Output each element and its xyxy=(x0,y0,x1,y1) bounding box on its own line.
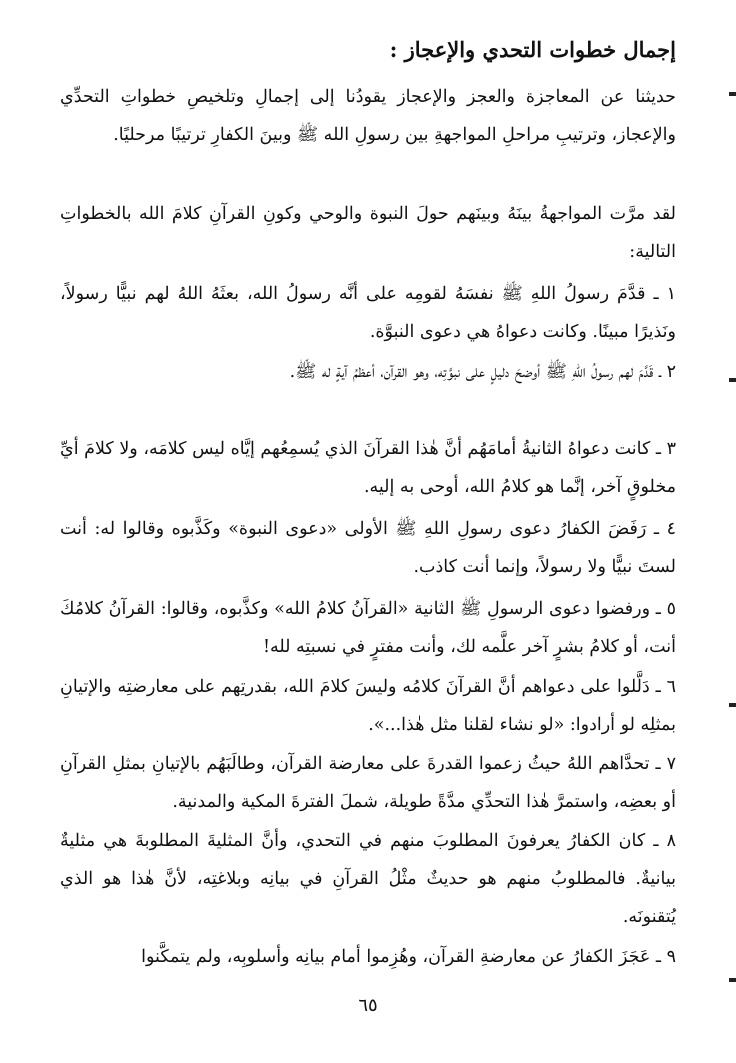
scan-edge-mark xyxy=(729,978,736,982)
scan-edge-mark xyxy=(729,378,736,382)
scan-edge-mark xyxy=(729,703,736,707)
paragraph-step-2: ٢ ـ قَدَّمَ لهم رسولُ اللهِ ﷺ أوضحَ دليلٍ على نبوَّتِه، وهو القرآن، أعظمُ آيةٍ له ﷺ. xyxy=(289,362,676,382)
paragraph-steps-intro: لقد مرَّت المواجهةُ بينَهُ وبينَهم حولَ النبوة والوحي وكونِ القرآنِ كلامَ الله بالخطواتِ التالية: xyxy=(60,204,676,262)
paragraph-step-6: ٦ ـ دَلَّلوا على دعواهم أنَّ القرآنَ كلامُه وليسَ كلامَ الله، بقدرتِهم على معارضتِه والإتيانِ بمثلِه لو أرادوا: «لو نشاء لقلنا مثل هٰذا...». xyxy=(60,677,676,735)
paragraph-step-1: ١ ـ قدَّمَ رسولُ اللهِ ﷺ نفسَهُ لقومِه على أنَّه رسولُ الله، بعثَهُ اللهُ لهم نبيًّا رسولاً، ونَذيرًا مبينًا. وكانت دعواهُ هي دعوى النبوَّة. xyxy=(60,284,676,342)
paragraph-step-8: ٨ ـ كان الكفارُ يعرفونَ المطلوبَ منهم في التحدي، وأنَّ المثليةَ المطلوبةَ هي مثليةٌ بيانيةٌ. فالمطلوبُ منهم هو حديثٌ مثْلُ القرآنِ في بيانِه وبلاغتِه، لأنَّ هٰذا هو الذي يُتقنونَه. xyxy=(60,831,676,927)
paragraph-step-9: ٩ ـ عَجَزَ الكفارُ عن معارضةِ القرآن، وهُزِموا أمام بيانِه وأسلوبِه، ولم يتمكَّنوا xyxy=(141,947,676,967)
paragraph-intro: حديثنا عن المعاجزة والعجز والإعجاز يقودُنا إلى إجمالِ وتلخيصِ خطواتِ التحدِّي والإعجاز، وترتيبِ مراحلِ المواجهةِ بين رسولِ الله ﷺ وبينَ الكفارِ ترتيبًا مرحليًا. xyxy=(60,87,676,145)
scan-edge-mark xyxy=(729,92,736,96)
paragraph-step-5: ٥ ـ ورفضوا دعوى الرسولِ ﷺ الثانية «القرآنُ كلامُ الله» وكذَّبوه، وقالوا: القرآنُ كلامُكَ أنت، أو كلامُ بشرٍ آخر علَّمه لك، وأنت مفترٍ في نسبتِه لله! xyxy=(60,599,676,657)
paragraph-step-3: ٣ ـ كانت دعواهُ الثانيةُ أمامَهُم أنَّ هٰذا القرآنَ الذي يُسمِعُهم إيَّاه ليس كلامَه، ولا كلامَ أيِّ مخلوقٍ آخر، إنَّما هو كلامُ الله، أوحى به إليه. xyxy=(60,439,676,497)
paragraph-step-7: ٧ ـ تحدَّاهم اللهُ حيثُ زعموا القدرةَ على معارضة القرآن، وطالَبَهُم بالإتيانِ بمثلِ القرآنِ أو بعضِه، واستمرَّ هٰذا التحدِّي مدَّةً طويلة، شملَ الفترةَ المكية والمدنية. xyxy=(60,754,676,812)
page-number: ٦٥ xyxy=(358,995,378,1016)
section-heading: إجمال خطوات التحدي والإعجاز : xyxy=(389,37,676,62)
paragraph-step-4: ٤ ـ رَفَضَ الكفارُ دعوى رسولِ اللهِ ﷺ الأولى «دعوى النبوة» وكَذَّبوه وقالوا له: أنت لستَ نبيًّا ولا رسولاً، وإنما أنت كاذب. xyxy=(60,519,676,577)
